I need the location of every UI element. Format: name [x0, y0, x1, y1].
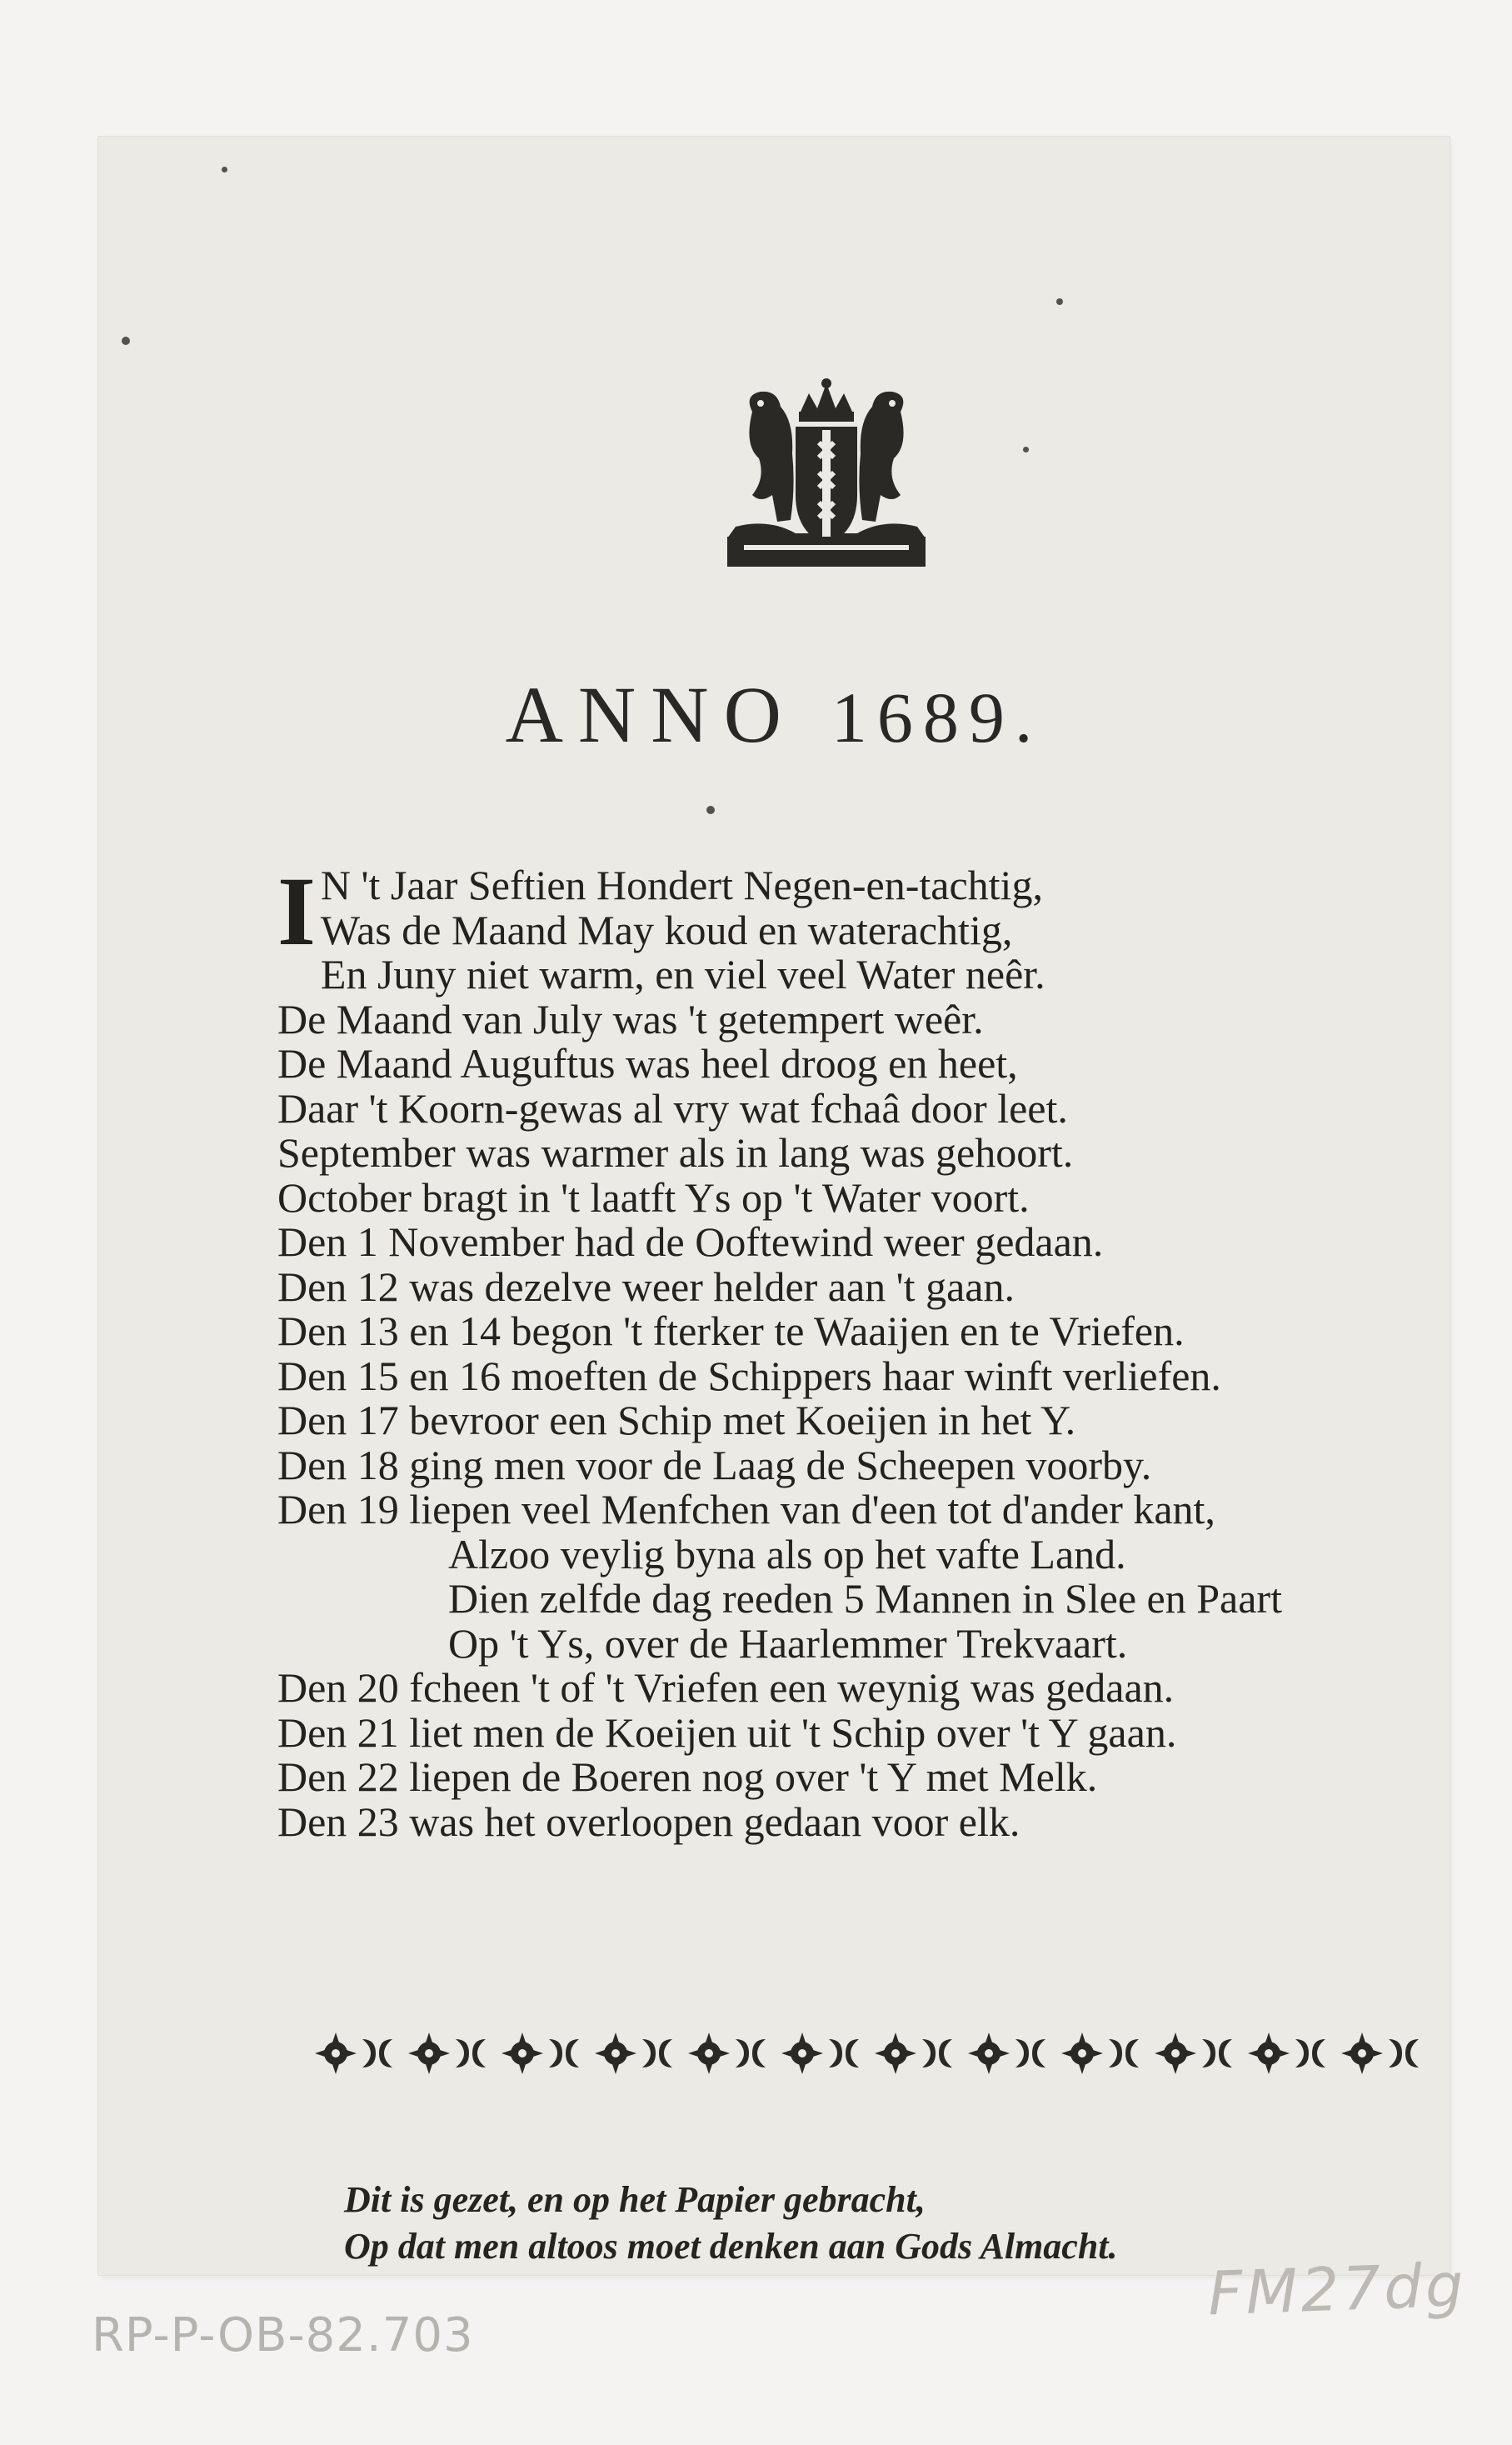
poem-line: Den 21 liet men de Koeijen uit 't Schip over 't Y gaan.: [277, 1708, 1177, 1756]
ornamental-border-icon: [311, 2024, 1435, 2082]
poem-line: De Maand Auguftus was heel droog en heet,: [277, 1040, 1018, 1087]
ink-speck: [1056, 298, 1063, 305]
poem-line: Den 18 ging men voor de Laag de Scheepen voorby.: [277, 1441, 1152, 1488]
poem-line: N 't Jaar Seftien Hondert Negen-en-tachtig,: [320, 862, 1043, 908]
poem-line: Den 15 en 16 moeften de Schippers haar winft verliefen.: [277, 1352, 1221, 1399]
inventory-number: RP-P-OB-82.703: [92, 2308, 474, 2362]
poem: [277, 857, 1460, 1845]
closing-line: Op dat men altoos moet denken aan Gods Almacht.: [344, 2226, 1118, 2267]
title-year: 1689.: [831, 678, 1043, 758]
ink-speck: [122, 337, 130, 345]
ink-speck: [1023, 447, 1029, 452]
broadsheet: [98, 137, 1450, 2275]
poem-line: Den 17 bevroor een Schip met Koeijen in het Y.: [277, 1397, 1076, 1443]
drop-cap: I: [277, 857, 316, 966]
poem-line: De Maand van July was 't getempert weêr.: [277, 995, 984, 1042]
amsterdam-coat-of-arms-icon: [719, 378, 934, 572]
poem-line: Den 12 was dezelve weer helder aan 't gaan.: [277, 1262, 1015, 1310]
closing-verse: [344, 2177, 1118, 2270]
poem-line: Den 23 was het overloopen gedaan voor elk.: [277, 1798, 1020, 1845]
poem-line: Den 22 liepen de Boeren nog over 't Y met Melk.: [277, 1753, 1098, 1800]
poem-line: Alzoo veylig byna als op het vafte Land.: [448, 1530, 1126, 1578]
poem-line: Den 19 liepen veel Menfchen van d'een tot d'ander kant,: [277, 1486, 1215, 1532]
poem-line: Daar 't Koorn-gewas al vry wat fchaâ door leet.: [277, 1084, 1068, 1132]
pencil-annotation: FM27dg: [1206, 2249, 1468, 2329]
poem-line: Den 13 en 14 begon 't fterker te Waaijen en te Vriefen.: [277, 1308, 1185, 1354]
poem-line: Dien zelfde dag reeden 5 Mannen in Slee en Paart: [448, 1575, 1282, 1622]
poem-line: Was de Maand May koud en waterachtig,: [320, 906, 1013, 953]
closing-line: Dit is gezet, en op het Papier gebracht,: [344, 2179, 926, 2220]
poem-line: September was warmer als in lang was gehoort.: [277, 1129, 1074, 1176]
poem-line: Op 't Ys, over de Haarlemmer Trekvaart.: [448, 1619, 1128, 1667]
poem-line: Den 1 November had de Ooftewind weer gedaan.: [277, 1218, 1104, 1265]
title-word: ANNO: [505, 670, 796, 759]
poem-line: En Juny niet warm, en viel veel Water neêr.: [320, 951, 1045, 998]
ink-speck: [706, 806, 715, 814]
ink-speck: [222, 167, 227, 172]
page-title: [98, 668, 1450, 761]
poem-line: Den 20 fcheen 't of 't Vriefen een weynig was gedaan.: [277, 1664, 1175, 1711]
poem-line: October bragt in 't laatft Ys op 't Water voort.: [277, 1173, 1030, 1221]
